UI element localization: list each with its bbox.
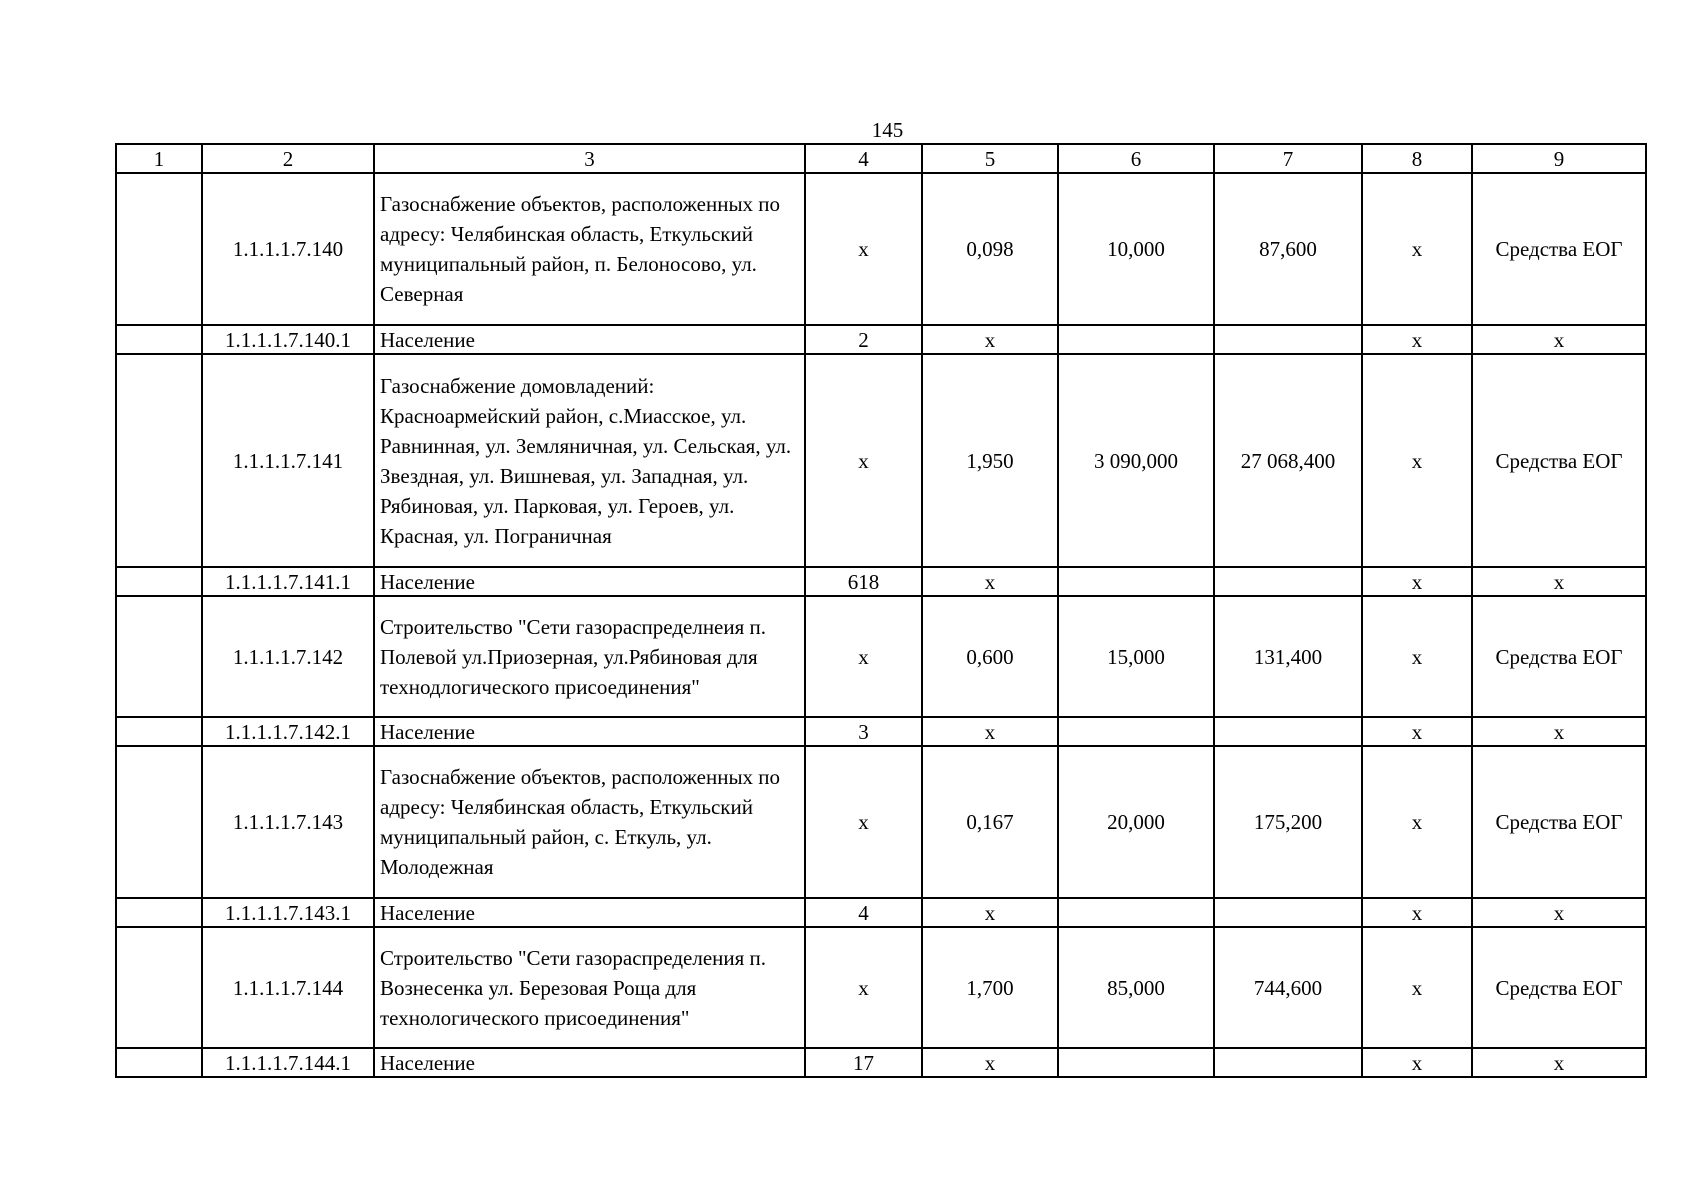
table-row [116,173,1646,325]
cell-col1 [116,717,202,746]
cell-source: Средства ЕОГ [1472,596,1646,717]
cell-col5: 0,600 [922,596,1058,717]
cell-col6: 3 090,000 [1058,354,1214,567]
cell-col6 [1058,898,1214,927]
header-cell: 6 [1058,144,1214,173]
table-row [116,898,1646,927]
cell-col5: 1,950 [922,354,1058,567]
cell-source: х [1472,325,1646,354]
table-row [116,567,1646,596]
cell-col8: х [1362,173,1472,325]
cell-source: Средства ЕОГ [1472,173,1646,325]
cell-col4: х [805,596,922,717]
cell-col8: х [1362,927,1472,1048]
table-row [116,746,1646,898]
cell-col4: 2 [805,325,922,354]
cell-description: Население [374,325,805,354]
cell-col7: 744,600 [1214,927,1362,1048]
cell-description: Газоснабжение объектов, расположенных по адресу: Челябинская область, Еткульский муниципальный район, п. Белоносово, ул. Северная [374,173,805,325]
cell-col1 [116,596,202,717]
header-cell: 8 [1362,144,1472,173]
cell-col1 [116,354,202,567]
cell-col8: х [1362,717,1472,746]
header-row [116,144,1646,173]
cell-col5: х [922,567,1058,596]
cell-code: 1.1.1.1.7.143.1 [202,898,374,927]
cell-col4: 17 [805,1048,922,1077]
cell-col8: х [1362,746,1472,898]
cell-description: Население [374,717,805,746]
cell-col5: х [922,898,1058,927]
header-cell: 9 [1472,144,1646,173]
header-cell: 1 [116,144,202,173]
cell-col8: х [1362,354,1472,567]
cell-col1 [116,1048,202,1077]
header-cell: 3 [374,144,805,173]
cell-col4: х [805,927,922,1048]
header-cell: 5 [922,144,1058,173]
table-row [116,354,1646,567]
cell-code: 1.1.1.1.7.144.1 [202,1048,374,1077]
cell-col7: 175,200 [1214,746,1362,898]
cell-col6 [1058,717,1214,746]
cell-col5: х [922,717,1058,746]
cell-col6 [1058,325,1214,354]
cell-col5: 0,167 [922,746,1058,898]
cell-code: 1.1.1.1.7.142.1 [202,717,374,746]
cell-col7 [1214,898,1362,927]
cell-description: Газоснабжение домовладений: Красноармейский район, с.Миасское, ул. Равнинная, ул. Земляничная, ул. Сельская, ул. Звездная, ул. Вишневая, ул. Западная, ул. Рябиновая, ул. Парковая, ул. Героев, ул. Красная, ул. Пограничная [374,354,805,567]
cell-col6: 85,000 [1058,927,1214,1048]
cell-source: х [1472,567,1646,596]
header-cell: 7 [1214,144,1362,173]
cell-col1 [116,746,202,898]
cell-col5: х [922,1048,1058,1077]
cell-col5: х [922,325,1058,354]
cell-source: Средства ЕОГ [1472,746,1646,898]
cell-col4: 618 [805,567,922,596]
cell-col1 [116,325,202,354]
cell-col6 [1058,1048,1214,1077]
cell-description: Население [374,1048,805,1077]
cell-col7 [1214,1048,1362,1077]
cell-col1 [116,173,202,325]
cell-col4: х [805,746,922,898]
cell-col7 [1214,717,1362,746]
cell-description: Население [374,898,805,927]
cell-col8: х [1362,596,1472,717]
cell-code: 1.1.1.1.7.140 [202,173,374,325]
header-cell: 2 [202,144,374,173]
table-row [116,927,1646,1048]
cell-description: Строительство "Сети газораспределения п. Вознесенка ул. Березовая Роща для технологического присоединения" [374,927,805,1048]
table-row [116,596,1646,717]
investment-table [115,143,1647,1078]
cell-col8: х [1362,1048,1472,1077]
cell-description: Население [374,567,805,596]
cell-source: Средства ЕОГ [1472,927,1646,1048]
cell-col4: 4 [805,898,922,927]
cell-col5: 1,700 [922,927,1058,1048]
cell-col7: 87,600 [1214,173,1362,325]
cell-col8: х [1362,325,1472,354]
cell-col4: х [805,354,922,567]
table-row [116,717,1646,746]
cell-col6: 10,000 [1058,173,1214,325]
cell-description: Строительство "Сети газораспределнеия п. Полевой ул.Приозерная, ул.Рябиновая для технодлогического присоединения" [374,596,805,717]
cell-code: 1.1.1.1.7.142 [202,596,374,717]
header-cell: 4 [805,144,922,173]
cell-col7 [1214,325,1362,354]
cell-col5: 0,098 [922,173,1058,325]
cell-col8: х [1362,898,1472,927]
cell-col6 [1058,567,1214,596]
table-row [116,325,1646,354]
cell-col6: 20,000 [1058,746,1214,898]
cell-col7: 131,400 [1214,596,1362,717]
cell-col4: 3 [805,717,922,746]
cell-col1 [116,927,202,1048]
cell-col8: х [1362,567,1472,596]
cell-col1 [116,567,202,596]
cell-code: 1.1.1.1.7.141.1 [202,567,374,596]
cell-code: 1.1.1.1.7.143 [202,746,374,898]
cell-source: х [1472,717,1646,746]
cell-col6: 15,000 [1058,596,1214,717]
cell-source: х [1472,898,1646,927]
cell-source: Средства ЕОГ [1472,354,1646,567]
cell-description: Газоснабжение объектов, расположенных по адресу: Челябинская область, Еткульский муниципальный район, с. Еткуль, ул. Молодежная [374,746,805,898]
cell-col7 [1214,567,1362,596]
page-number: 145 [871,118,904,142]
cell-code: 1.1.1.1.7.144 [202,927,374,1048]
cell-code: 1.1.1.1.7.140.1 [202,325,374,354]
table-row [116,1048,1646,1077]
cell-source: х [1472,1048,1646,1077]
cell-col4: х [805,173,922,325]
cell-col7: 27 068,400 [1214,354,1362,567]
cell-col1 [116,898,202,927]
cell-code: 1.1.1.1.7.141 [202,354,374,567]
